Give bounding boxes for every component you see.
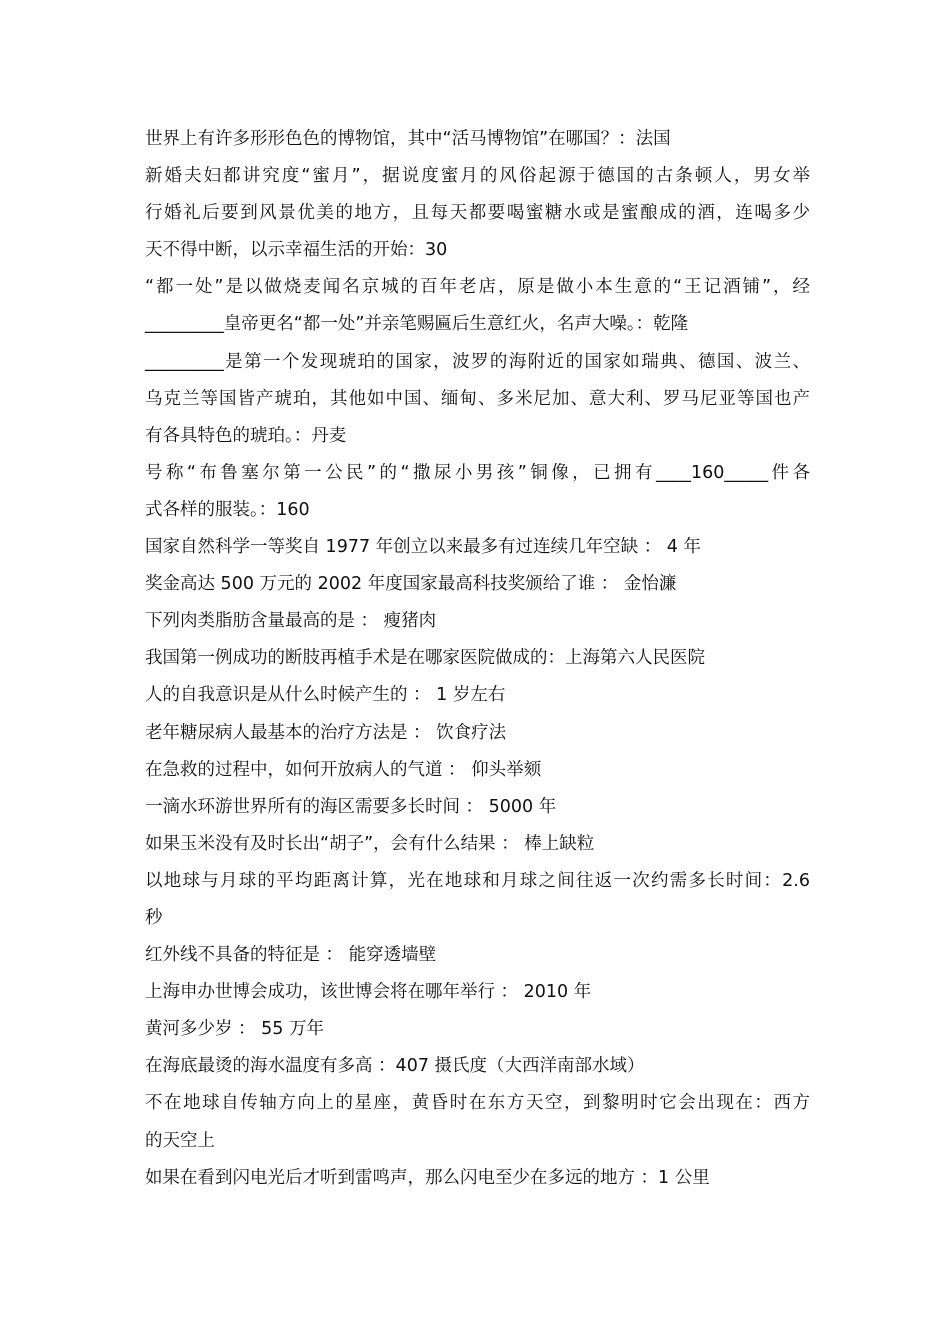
text-line: 的天空上 bbox=[145, 1130, 215, 1151]
text-line: 秒 bbox=[145, 907, 163, 928]
text-line: 乌克兰等国皆产琥珀，其他如中国、缅甸、多米尼加、意大利、罗马尼亚等国也产 bbox=[145, 388, 810, 409]
text-line: 红外线不具备的特征是 ： 能穿透墙壁 bbox=[145, 945, 437, 966]
text-line: 在海底最烫的海水温度有多高 ：407 摄氏度（大西洋南部水域） bbox=[145, 1056, 645, 1077]
text-line: 我国第一例成功的断肢再植手术是在哪家医院做成的：上海第六人民医院 bbox=[145, 648, 705, 669]
text-line: 黄河多少岁 ： 55 万年 bbox=[145, 1019, 324, 1040]
text-line: 号称“布鲁塞尔第一公民”的“撒尿小男孩”铜像，已拥有____160_____件各 bbox=[145, 462, 810, 483]
text-line: 天不得中断，以示幸福生活的开始：30 bbox=[145, 240, 448, 261]
text-line: 国家自然科学一等奖自 1977 年创立以来最多有过连续几年空缺 ： 4 年 bbox=[145, 537, 701, 558]
text-line: 世界上有许多形形色色的博物馆，其中“活马博物馆”在哪国？：法国 bbox=[145, 129, 671, 149]
text-line: 上海申办世博会成功，该世博会将在哪年举行 ： 2010 年 bbox=[145, 982, 592, 1003]
text-line: 行婚礼后要到风景优美的地方，且每天都要喝蜜糖水或是蜜酿成的酒，连喝多少 bbox=[145, 203, 810, 224]
text-line: 式各样的服装。：160 bbox=[145, 499, 310, 520]
text-line: 不在地球自传轴方向上的星座，黄昏时在东方天空，到黎明时它会出现在：西方 bbox=[145, 1093, 810, 1114]
text-line: 如果玉米没有及时长出“胡子”，会有什么结果 ： 棒上缺粒 bbox=[145, 833, 595, 854]
text-line: 人的自我意识是从什么时候产生的 ： 1 岁左右 bbox=[145, 685, 506, 706]
text-line: 奖金高达 500 万元的 2002 年度国家最高科技奖颁给了谁 ： 金怡濂 bbox=[145, 574, 677, 595]
text-line: _________皇帝更名“都一处”并亲笔赐匾后生意红火，名声大噪。：乾隆 bbox=[145, 314, 689, 335]
text-line: 新婚夫妇都讲究度“蜜月”，据说度蜜月的风俗起源于德国的古条顿人，男女举 bbox=[145, 166, 810, 187]
text-line: _________是第一个发现琥珀的国家，波罗的海附近的国家如瑞典、德国、波兰、 bbox=[145, 351, 810, 372]
text-line: 老年糖尿病人最基本的治疗方法是 ： 饮食疗法 bbox=[145, 722, 507, 743]
text-line: 一滴水环游世界所有的海区需要多长时间 ： 5000 年 bbox=[145, 796, 557, 817]
text-line: “都一处”是以做烧麦闻名京城的百年老店，原是做小本生意的“王记酒铺”，经 bbox=[145, 277, 810, 298]
document-body bbox=[145, 121, 810, 1197]
text-line: 以地球与月球的平均距离计算，光在地球和月球之间往返一次约需多长时间：2.6 bbox=[145, 870, 810, 891]
text-line: 在急救的过程中，如何开放病人的气道 ： 仰头举颏 bbox=[145, 759, 542, 780]
text-line: 下列肉类脂肪含量最高的是 ： 瘦猪肉 bbox=[145, 611, 437, 632]
text-line: 有各具特色的琥珀。：丹麦 bbox=[145, 425, 347, 446]
text-line: 如果在看到闪电光后才听到雷鸣声，那么闪电至少在多远的地方 ：1 公里 bbox=[145, 1167, 710, 1188]
